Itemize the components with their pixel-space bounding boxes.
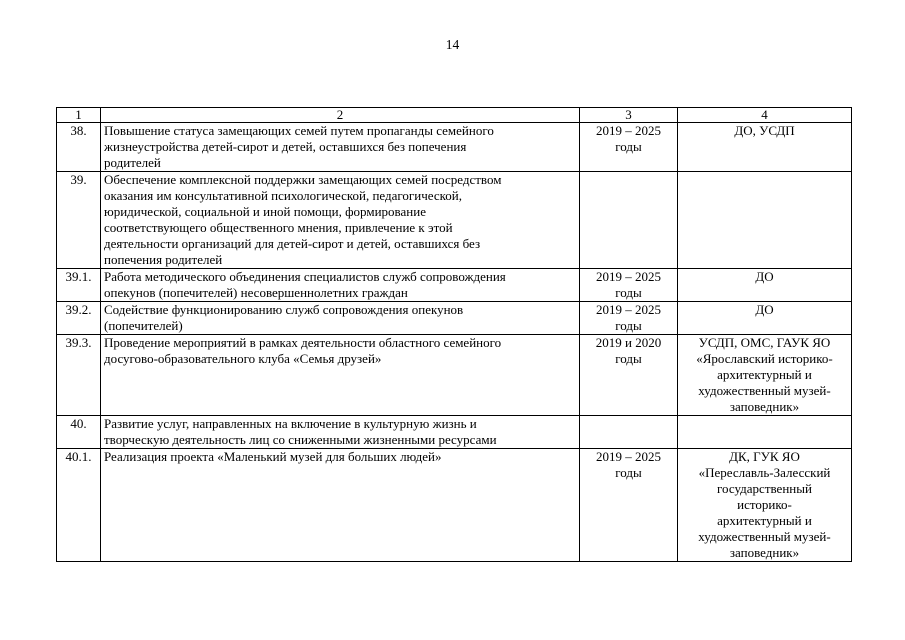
activity-cell-line: Реализация проекта «Маленький музей для больших людей» <box>104 449 442 464</box>
period-cell-line: 2019 и 2020 <box>595 335 662 350</box>
period-cell <box>580 335 678 416</box>
executors-cell-line: государственный <box>717 481 812 496</box>
period-cell <box>580 416 678 449</box>
period-cell <box>580 123 678 172</box>
plan-table-body <box>57 123 852 562</box>
activity-cell <box>101 449 580 562</box>
activity-cell <box>101 335 580 416</box>
executors-cell-line: ДО <box>755 269 774 284</box>
executors-cell-line: ДО <box>755 302 774 317</box>
table-row <box>57 302 852 335</box>
executors-cell-line: художественный музей- <box>698 383 831 398</box>
activity-cell <box>101 269 580 302</box>
activity-cell-line: жизнеустройства детей-сирот и детей, оставшихся без попечения <box>104 139 467 154</box>
plan-table <box>56 107 852 562</box>
row-number: 39. <box>57 172 101 269</box>
activity-cell-line: попечения родителей <box>104 252 223 267</box>
executors-cell <box>678 335 852 416</box>
row-number: 40. <box>57 416 101 449</box>
executors-cell <box>678 123 852 172</box>
row-number: 39.1. <box>57 269 101 302</box>
period-cell <box>580 449 678 562</box>
executors-cell <box>678 302 852 335</box>
executors-cell-line: архитектурный и <box>717 367 812 382</box>
period-cell <box>580 302 678 335</box>
activity-cell-line: оказания им консультативной психологической, педагогической, <box>104 188 462 203</box>
activity-cell-line: творческую деятельность лиц со сниженными жизненными ресурсами <box>104 432 497 447</box>
executors-cell-line: «Ярославский историко- <box>696 351 833 366</box>
executors-cell-line: ДК, ГУК ЯО <box>729 449 800 464</box>
period-cell-line: 2019 – 2025 <box>596 449 661 464</box>
period-cell <box>580 269 678 302</box>
activity-cell-line: Содействие функционированию служб сопровождения опекунов <box>104 302 464 317</box>
executors-cell <box>678 172 852 269</box>
activity-cell <box>101 416 580 449</box>
period-cell <box>580 172 678 269</box>
row-number: 40.1. <box>57 449 101 562</box>
executors-cell <box>678 416 852 449</box>
table-row <box>57 172 852 269</box>
table-row <box>57 449 852 562</box>
row-number: 39.3. <box>57 335 101 416</box>
column-header-activity: 2 <box>101 108 580 123</box>
table-row <box>57 335 852 416</box>
executors-cell-line: заповедник» <box>729 545 800 560</box>
activity-cell-line: Повышение статуса замещающих семей путем пропаганды семейного <box>104 123 494 138</box>
period-cell-line: годы <box>615 465 642 480</box>
executors-cell-line: ДО, УСДП <box>734 123 795 138</box>
activity-cell <box>101 172 580 269</box>
executors-cell <box>678 269 852 302</box>
activity-cell-line: Развитие услуг, направленных на включение в культурную жизнь и <box>104 416 477 431</box>
activity-cell-line: Обеспечение комплексной поддержки замещающих семей посредством <box>104 172 502 187</box>
executors-cell <box>678 449 852 562</box>
period-cell-line: 2019 – 2025 <box>596 123 661 138</box>
executors-cell-line: «Переславль-Залесский <box>698 465 831 480</box>
column-header-executors: 4 <box>678 108 852 123</box>
period-cell-line: годы <box>615 139 642 154</box>
activity-cell-line: родителей <box>104 155 161 170</box>
activity-cell-line: Работа методического объединения специалистов служб сопровождения <box>104 269 506 284</box>
activity-cell-line: (попечителей) <box>104 318 183 333</box>
activity-cell-line: деятельности организаций для детей-сирот и детей, оставшихся без <box>104 236 481 251</box>
activity-cell-line: досугово-образовательного клуба «Семья друзей» <box>104 351 382 366</box>
activity-cell <box>101 302 580 335</box>
table-row <box>57 123 852 172</box>
period-cell-line: годы <box>615 318 642 333</box>
activity-cell <box>101 123 580 172</box>
table-row <box>57 416 852 449</box>
executors-cell-line: архитектурный и <box>717 513 812 528</box>
period-cell-line: годы <box>615 285 642 300</box>
executors-cell-line: заповедник» <box>729 399 800 414</box>
page-number: 14 <box>445 37 460 52</box>
period-cell-line: годы <box>615 351 642 366</box>
column-header-number: 1 <box>57 108 101 123</box>
period-cell-line: 2019 – 2025 <box>596 269 661 284</box>
executors-cell-line: УСДП, ОМС, ГАУК ЯО <box>698 335 831 350</box>
activity-cell-line: юридической, социальной и иной помощи, формирование <box>104 204 426 219</box>
row-number: 38. <box>57 123 101 172</box>
column-header-period: 3 <box>580 108 678 123</box>
executors-cell-line: художественный музей- <box>698 529 831 544</box>
period-cell-line: 2019 – 2025 <box>596 302 661 317</box>
table-row <box>57 269 852 302</box>
activity-cell-line: опекунов (попечителей) несовершеннолетних граждан <box>104 285 408 300</box>
executors-cell-line: историко- <box>737 497 792 512</box>
header-row <box>57 108 852 123</box>
activity-cell-line: соответствующего общественного мнения, привлечение к этой <box>104 220 453 235</box>
row-number: 39.2. <box>57 302 101 335</box>
activity-cell-line: Проведение мероприятий в рамках деятельности областного семейного <box>104 335 502 350</box>
